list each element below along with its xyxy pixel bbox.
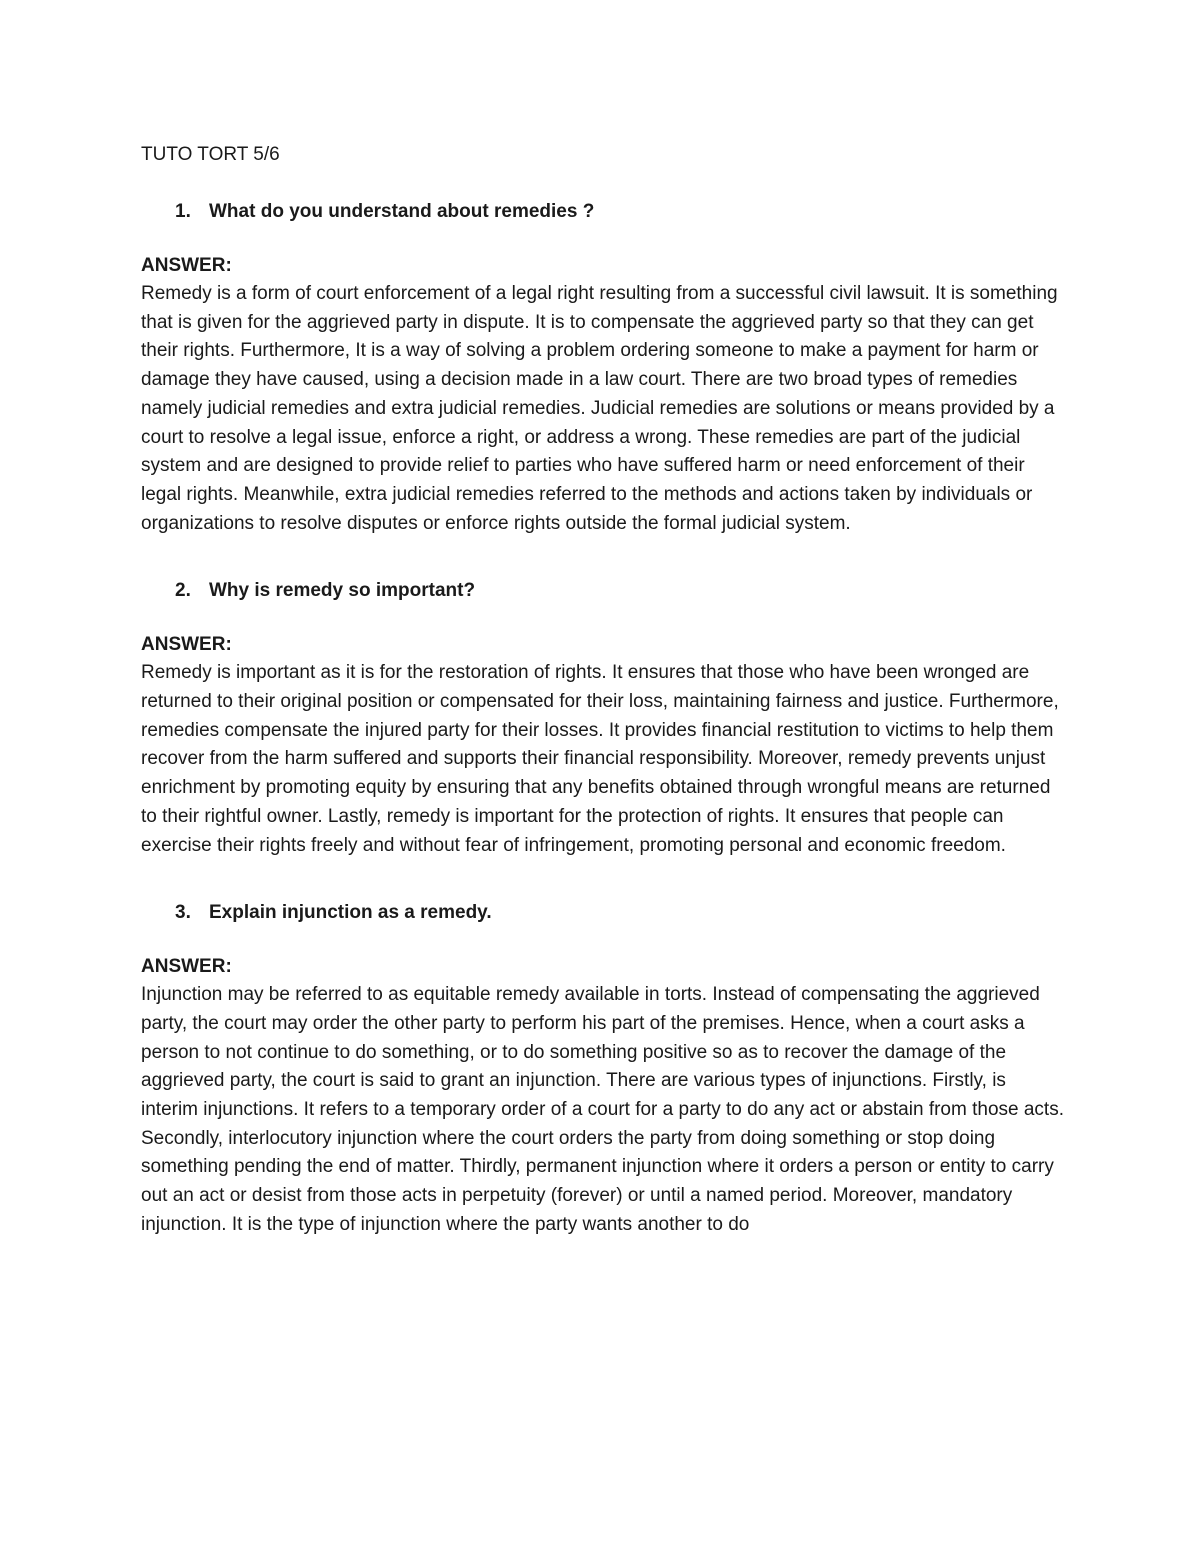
question-number: 3. [175,902,191,924]
question-heading [141,898,1066,928]
answer-label: ANSWER: [141,634,232,656]
question-number: 1. [175,201,191,222]
answer-text: Remedy is a form of court enforcement of a legal right resulting from a successful civil lawsuit. It is something that is given for the aggrieved party in dispute. It is to compensate the aggrieved party so that they can get their rights. Furthermore, It is a way of solving a problem ordering someone to make a payment for harm or damage they have caused, using a decision made in a law court. There are two broad types of remedies namely judicial remedies and extra judicial remedies. Judicial remedies are solutions or means provided by a court to resolve a legal issue, enforce a right, or address a wrong. These remedies are part of the judicial system and are designed to provide relief to parties who have suffered harm or need enforcement of their legal rights. Meanwhile, extra judicial remedies referred to the methods and actions taken by individuals or organizations to resolve disputes or enforce rights outside the formal judicial system. [141,283,1058,534]
question-text: Why is remedy so important? [209,580,476,602]
question-section-2 [141,576,1066,860]
question-section-1 [141,197,1066,538]
question-heading [141,576,1066,606]
document-title: TUTO TORT 5/6 [141,144,280,165]
question-text: Explain injunction as a remedy. [209,902,492,924]
answer-label: ANSWER: [141,956,232,978]
answer-text: Injunction may be referred to as equitable remedy available in torts. Instead of compensating the aggrieved party, the court may order the other party to perform his part of the premises. Hence, when a court asks a person to not continue to do something, or to do something positive so as to recover the damage of the aggrieved party, the court is said to grant an injunction. There are various types of injunctions. Firstly, is interim injunctions. It refers to a temporary order of a court for a party to do any act or abstain from those acts. Secondly, interlocutory injunction where the court orders the party from doing something or stop doing something pending the end of matter. Thirdly, permanent injunction where it orders a person or entity to carry out an act or desist from those acts in perpetuity (forever) or until a named period. Moreover, mandatory injunction. It is the type of injunction where the party wants another to do [141,984,1064,1235]
answer-label: ANSWER: [141,255,232,276]
answer-text: Remedy is important as it is for the restoration of rights. It ensures that those who have been wronged are returned to their original position or compensated for their loss, maintaining fairness and justice. Furthermore, remedies compensate the injured party for their losses. It provides financial restitution to victims to help them recover from the harm suffered and supports their financial responsibility. Moreover, remedy prevents unjust enrichment by promoting equity by ensuring that any benefits obtained through wrongful means are returned to their rightful owner. Lastly, remedy is important for the protection of rights. It ensures that people can exercise their rights freely and without fear of infringement, promoting personal and economic freedom. [141,662,1059,856]
question-number: 2. [175,580,191,602]
question-heading [141,197,1066,227]
question-section-3 [141,898,1066,1239]
document-page [141,140,1066,1240]
question-text: What do you understand about remedies ? [209,201,595,222]
